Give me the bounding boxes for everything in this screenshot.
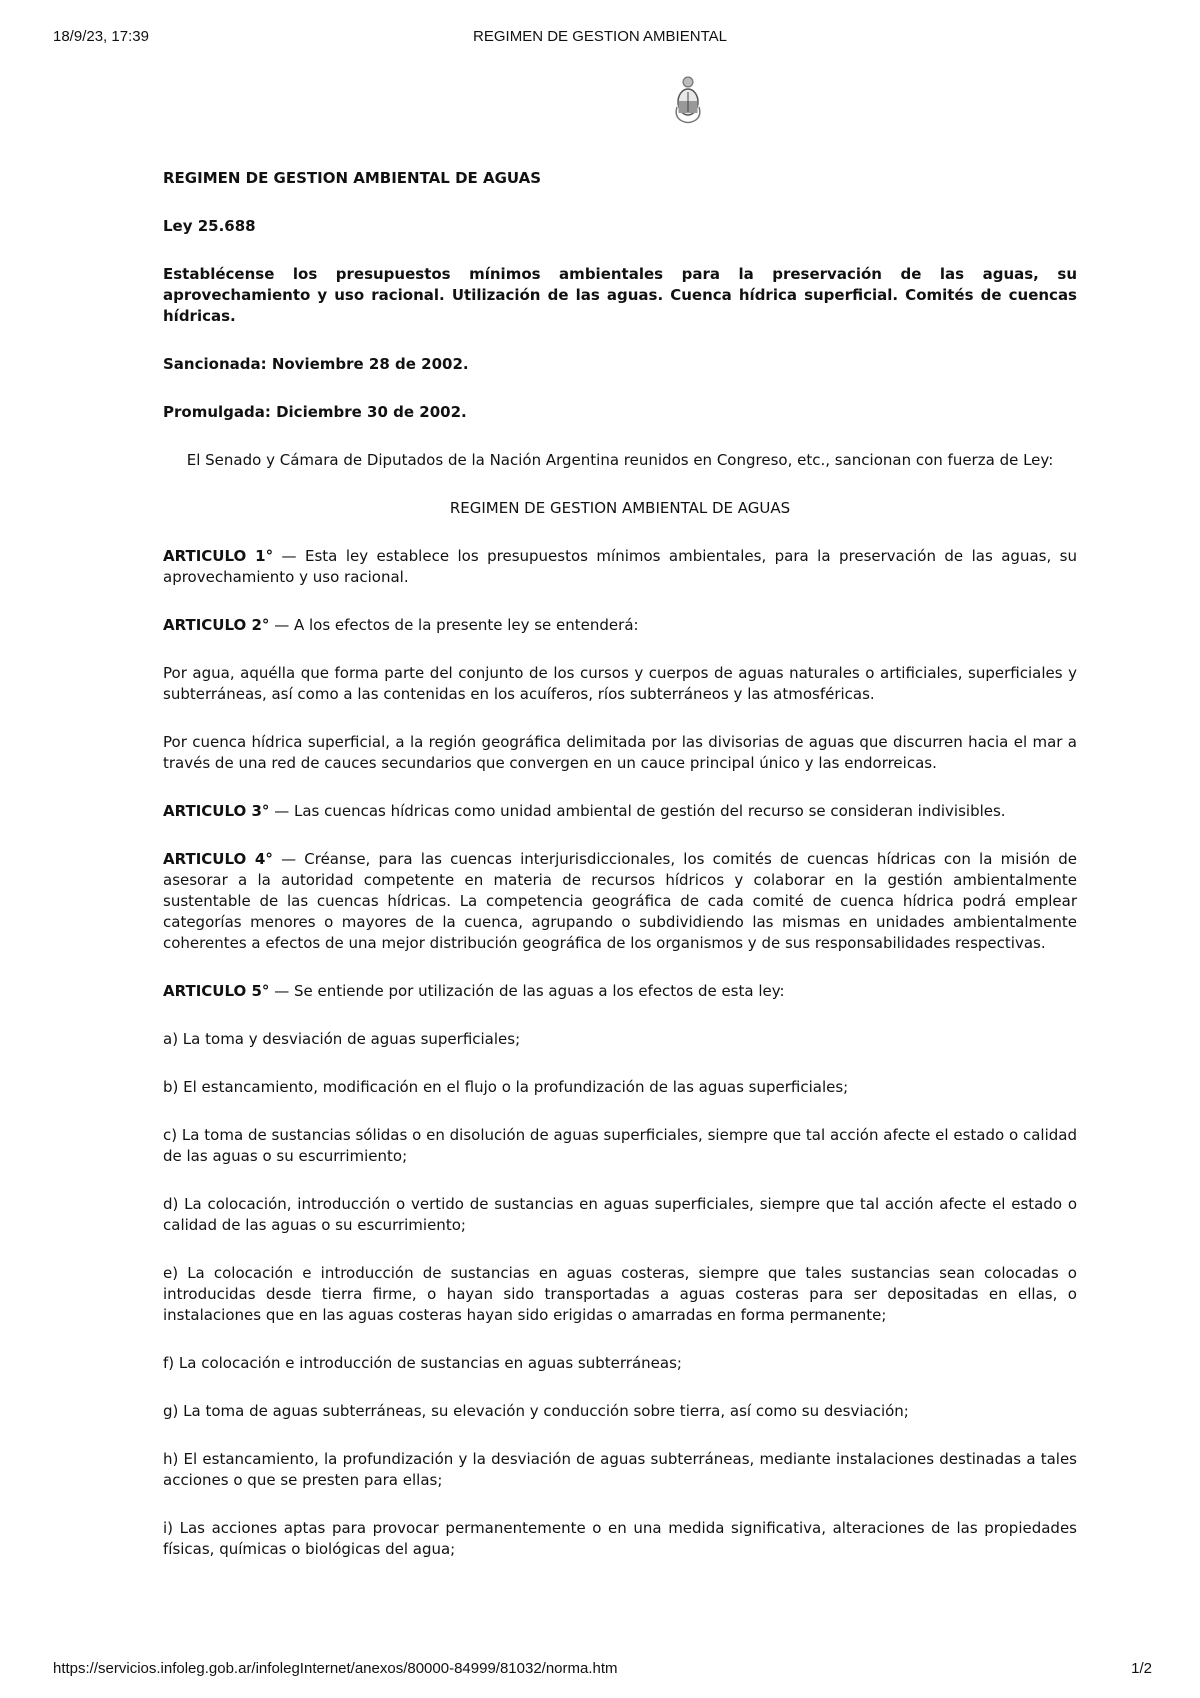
list-item: d) La colocación, introducción o vertido de sustancias en aguas superficiales, siempre que tal acción afecte el estado o calidad de las aguas o su escurrimiento; — [163, 1195, 1077, 1234]
law-summary: Establécense los presupuestos mínimos ambientales para la preservación de las aguas, su aprovechamiento y uso racional. Utilización de las aguas. Cuenca hídrica superficial. Comités de cuencas hídricas. — [163, 265, 1077, 325]
law-subtitle: REGIMEN DE GESTION AMBIENTAL DE AGUAS — [449, 499, 791, 517]
list-item: e) La colocación e introducción de sustancias en aguas costeras, siempre que tales sustancias sean colocadas o introducidas desde tierra firme, o hayan sido transportadas a aguas costeras para ser depositadas en ellas, o instalaciones que en las aguas costeras hayan sido erigidas o amarradas en forma permanente; — [163, 1264, 1077, 1324]
definition-cuenca: Por cuenca hídrica superficial, a la región geográfica delimitada por las divisorias de aguas que discurren hacia el mar a través de una red de cauces secundarios que convergen en un cauce principal único y las endorreicas. — [163, 733, 1077, 772]
list-item: b) El estancamiento, modificación en el flujo o la profundización de las aguas superficiales; — [163, 1078, 849, 1096]
article-label: ARTICULO 2° — [163, 616, 270, 634]
article-1 — [163, 546, 1077, 588]
page-number: 1/2 — [1131, 1660, 1152, 1677]
article-5 — [163, 981, 1077, 1002]
list-item: h) El estancamiento, la profundización y la desviación de aguas subterráneas, mediante instalaciones destinadas a tales acciones o que se presten para ellas; — [163, 1450, 1077, 1489]
document-title: REGIMEN DE GESTION AMBIENTAL DE AGUAS — [163, 169, 542, 187]
list-item: f) La colocación e introducción de sustancias en aguas subterráneas; — [163, 1354, 682, 1372]
article-text: — Esta ley establece los presupuestos mínimos ambientales, para la preservación de las aguas, su aprovechamiento y uso racional. — [163, 547, 1077, 586]
article-3 — [163, 801, 1077, 822]
list-item: i) Las acciones aptas para provocar permanentemente o en una medida significativa, alteraciones de las propiedades físicas, químicas o biológicas del agua; — [163, 1519, 1077, 1558]
print-url: https://servicios.infoleg.gob.ar/infolegInternet/anexos/80000-84999/81032/norma.htm — [53, 1660, 618, 1677]
law-document — [163, 168, 1077, 1587]
list-item: a) La toma y desviación de aguas superficiales; — [163, 1030, 521, 1048]
print-page-title: REGIMEN DE GESTION AMBIENTAL — [473, 28, 727, 45]
article-text: — Créanse, para las cuencas interjurisdiccionales, los comités de cuencas hídricas con la misión de asesorar a la autoridad competente en materia de recursos hídricos y colaborar en la gestión ambientalmente sustentable de las cuencas hídricas. La competencia geográfica de cada comité de cuenca hídrica podrá emplear categorías menores o mayores de la cuenca, agrupando o subdividiendo las mismas en unidades ambientalmente coherentes a efectos de una mejor distribución geográfica de los organismos y de sus responsabilidades respectivas. — [163, 850, 1077, 952]
article-label: ARTICULO 3° — [163, 802, 270, 820]
promulgation-date: Promulgada: Diciembre 30 de 2002. — [163, 403, 467, 421]
definition-agua: Por agua, aquélla que forma parte del conjunto de los cursos y cuerpos de aguas naturales o artificiales, superficiales y subterráneas, así como a las contenidas en los acuíferos, ríos subterráneos y las atmosféricas. — [163, 664, 1077, 703]
article-4 — [163, 849, 1077, 954]
article-2 — [163, 615, 1077, 636]
article-label: ARTICULO 1° — [163, 547, 274, 565]
list-item: g) La toma de aguas subterráneas, su elevación y conducción sobre tierra, así como su desviación; — [163, 1402, 909, 1420]
preamble: El Senado y Cámara de Diputados de la Nación Argentina reunidos en Congreso, etc., sancionan con fuerza de Ley: — [186, 451, 1054, 469]
argentina-coat-of-arms-icon — [673, 75, 703, 125]
article-label: ARTICULO 5° — [163, 982, 270, 1000]
article-text: — A los efectos de la presente ley se entenderá: — [269, 616, 639, 634]
article-text: — Las cuencas hídricas como unidad ambiental de gestión del recurso se consideran indivisibles. — [269, 802, 1006, 820]
print-datetime: 18/9/23, 17:39 — [53, 28, 149, 45]
article-text: — Se entiende por utilización de las aguas a los efectos de esta ley: — [269, 982, 785, 1000]
list-item: c) La toma de sustancias sólidas o en disolución de aguas superficiales, siempre que tal acción afecte el estado o calidad de las aguas o su escurrimiento; — [163, 1126, 1077, 1165]
sanction-date: Sancionada: Noviembre 28 de 2002. — [163, 355, 469, 373]
law-number: Ley 25.688 — [163, 217, 256, 235]
article-label: ARTICULO 4° — [163, 850, 273, 868]
